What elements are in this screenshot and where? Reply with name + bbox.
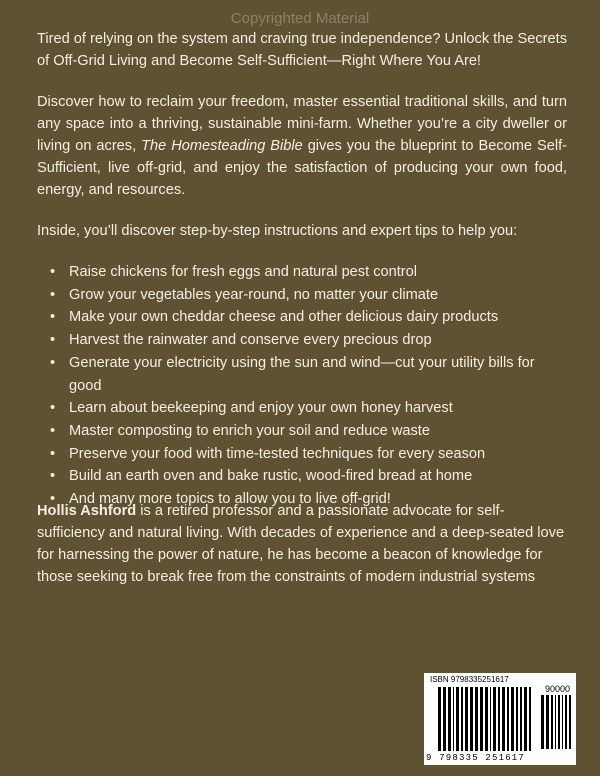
discover-paragraph — [37, 91, 567, 201]
list-item — [50, 465, 567, 488]
barcode-bar — [565, 695, 567, 749]
book-title: The Homesteading Bible — [141, 138, 303, 154]
back-cover-text — [37, 28, 567, 511]
barcode-digits: 9 798335 251617 — [426, 753, 526, 763]
barcode-bar — [502, 687, 505, 751]
barcode-bar — [529, 687, 531, 751]
barcode-bar — [516, 687, 518, 751]
list-item — [50, 284, 567, 307]
barcode-bar — [520, 687, 522, 751]
barcode-bar — [465, 687, 468, 751]
list-item-text: Harvest the rainwater and conserve every precious drop — [69, 332, 432, 349]
author-bio — [37, 500, 567, 588]
barcode-bar — [475, 687, 478, 751]
bullet-icon: • — [50, 286, 56, 303]
barcode-supplement-bars — [541, 695, 571, 749]
discover-text-before: Discover how to reclaim your freedom, master essential traditional skills, and turn any space into a thriving, sustainable mini-farm. Whether you’re a city dweller or living on acres, — [37, 94, 567, 154]
list-item — [50, 261, 567, 284]
discover-text-after: gives you the blueprint to Become Self-Sufficient, live off-grid, and enjoy the satisfaction of producing your own food, energy, and resources. — [37, 138, 568, 198]
list-item-text: Preserve your food with time-tested techniques for every season — [69, 445, 486, 462]
bullet-icon: • — [50, 491, 56, 508]
list-item-text: Generate your electricity using the sun and wind—cut your utility bills for good — [69, 354, 535, 394]
list-item-text: Raise chickens for fresh eggs and natural pest control — [69, 264, 418, 280]
feature-list — [37, 261, 567, 511]
intro-paragraph: Tired of relying on the system and craving true independence? Unlock the Secrets of Off-Grid Living and Become Self-Sufficient—Right Where You Are! — [37, 31, 567, 69]
list-item-text: And many more topics to allow you to live off-grid! — [69, 491, 391, 508]
inside-paragraph: Inside, you’ll discover step-by-step instructions and expert tips to help you: — [37, 223, 518, 239]
bullet-icon: • — [50, 264, 56, 280]
barcode-bar — [507, 687, 509, 751]
barcode-bar — [511, 687, 514, 751]
author-name: Hollis Ashford — [37, 503, 137, 519]
barcode-bar — [470, 687, 473, 751]
bullet-icon: • — [50, 400, 56, 417]
list-item-text: Build an earth oven and bake rustic, wood-fired bread at home — [69, 468, 473, 485]
list-item — [50, 420, 567, 443]
bullet-icon: • — [50, 332, 56, 349]
barcode-bar — [490, 687, 491, 751]
price-code: 90000 — [544, 684, 570, 694]
barcode-bar — [562, 695, 563, 749]
list-item-text: Make your own cheddar cheese and other delicious dairy products — [69, 309, 499, 326]
bullet-icon: • — [50, 422, 56, 439]
isbn-barcode — [424, 673, 576, 765]
list-item — [50, 397, 567, 420]
bullet-icon: • — [50, 445, 56, 462]
barcode-bar — [541, 695, 544, 749]
barcode-bar — [438, 687, 441, 751]
barcode-bar — [498, 687, 500, 751]
list-item — [50, 352, 567, 397]
list-item — [50, 329, 567, 352]
barcode-bar — [493, 687, 496, 751]
list-item-text: Learn about beekeeping and enjoy your own honey harvest — [69, 400, 453, 417]
copyright-watermark: Copyrighted Material — [230, 10, 370, 27]
isbn-label: ISBN 9798335251617 — [430, 675, 509, 684]
barcode-bar — [524, 687, 527, 751]
barcode-bar — [480, 687, 483, 751]
barcode-bar — [555, 695, 556, 749]
bullet-icon: • — [50, 309, 56, 326]
barcode-bar — [546, 695, 549, 749]
bullet-icon: • — [50, 468, 56, 485]
barcode-bar — [453, 687, 454, 751]
list-item — [50, 443, 567, 466]
barcode-bar — [485, 687, 488, 751]
barcode-bar — [456, 687, 459, 751]
barcode-bar — [443, 687, 446, 751]
barcode-bar — [448, 687, 451, 751]
list-item-text: Grow your vegetables year-round, no matter your climate — [69, 286, 439, 303]
barcode-bars — [438, 687, 534, 751]
bullet-icon: • — [50, 354, 56, 371]
list-item-text: Master composting to enrich your soil and reduce waste — [69, 422, 430, 439]
author-bio-text: is a retired professor and a passionate advocate for self-sufficiency and natural living. With decades of experience and a deep-seated love for harnessing the power of nature, he has become a beacon of knowledge for those seeking to break free from the constraints of modern industrial systems — [37, 503, 565, 585]
barcode-bar — [569, 695, 571, 749]
barcode-bar — [558, 695, 560, 749]
barcode-bar — [551, 695, 553, 749]
list-item — [50, 306, 567, 329]
barcode-bar — [461, 687, 463, 751]
